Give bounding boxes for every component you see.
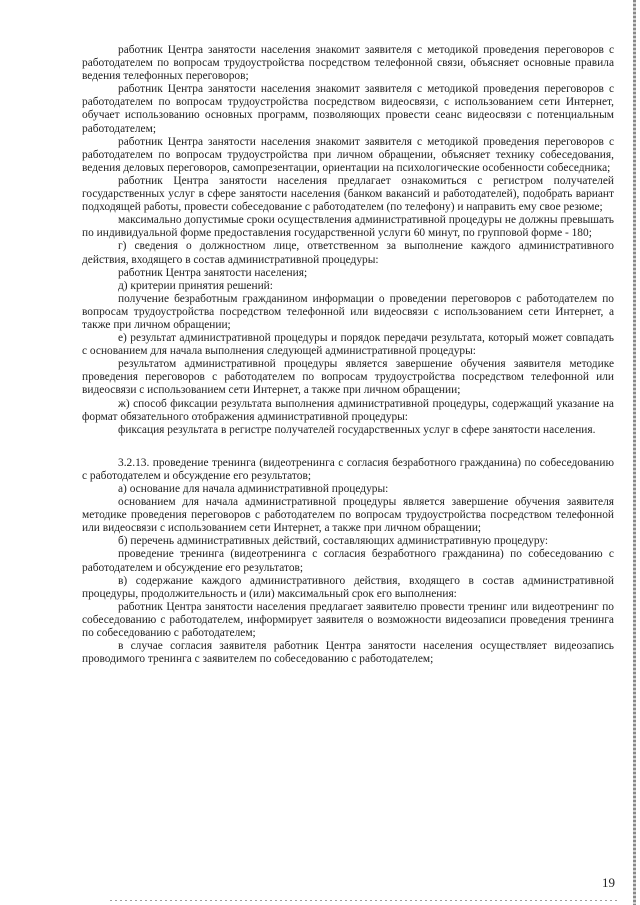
page-number: 19 [602, 875, 615, 890]
paragraph: ж) способ фиксации результата выполнения административной процедуры, содержащий указание на формат обязательного отображения административной процедуры: [82, 397, 614, 423]
paragraph: работник Центра занятости населения предлагает ознакомиться с регистром получателей государственных услуг в сфере занятости населения (банком вакансий и работодателей), подобрать вариант подходящей работы, провести собеседование с работодателем (по телефону) и направить ему свое резюме; [82, 174, 614, 214]
paragraph: результатом административной процедуры является завершение обучения заявителя методике проведения переговоров с работодателем по вопросам трудоустройства посредством телефонной или видеосвязи с использованием сети Интернет, а также при личном обращении; [82, 358, 614, 397]
scan-edge-bottom [110, 900, 620, 901]
paragraph: работник Центра занятости населения знакомит заявителя с методикой проведения переговоров с работодателем по вопросам трудоустройства посредством видеосвязи, с использованием сети Интернет, обучает использованию основных программ, позволяющих провести сеанс видеосвязи с потенциальным работодателем; [82, 83, 614, 135]
paragraph: е) результат административной процедуры и порядок передачи результата, который может совпадать с основанием для начала выполнения следующей административной процедуры: [82, 332, 614, 358]
paragraph: работник Центра занятости населения; [118, 266, 308, 279]
scan-edge-right [633, 0, 636, 905]
paragraph: основанием для начала административной процедуры является завершение обучения заявителя методике проведения переговоров с работодателем по вопросам трудоустройства посредством телефонной или видеосвязи с использованием сети Интернет, а также при личном обращении; [82, 496, 614, 535]
paragraph: фиксация результата в регистре получателей государственных услуг в сфере занятости населения. [118, 423, 596, 436]
paragraph: работник Центра занятости населения знакомит заявителя с методикой проведения переговоров с работодателем по вопросам трудоустройства при личном обращении, объясняет технику собеседования, ведения деловых переговоров, самопрезентации, ориентации на психологические особенности собеседника; [82, 135, 614, 174]
paragraph: проведение тренинга (видеотренинга с согласия безработного гражданина) по собеседованию с работодателем и обсуждение его результатов; [82, 548, 614, 574]
section-heading: 3.2.13. проведение тренинга (видеотренинга с согласия безработного гражданина) по собеседованию с работодателем и обсуждение его результатов; [82, 456, 614, 482]
paragraph: в) содержание каждого административного действия, входящего в состав административной процедуры, продолжительность и (или) максимальный срок его выполнения: [82, 574, 614, 600]
paragraph: получение безработным гражданином информации о проведении переговоров с работодателем по вопросам трудоустройства посредством телефонной или видеосвязи с использованием сети Интернет, а также при личном обращении; [82, 292, 614, 331]
paragraph: а) основание для начала административной процедуры: [118, 483, 389, 495]
paragraph: д) критерии принятия решений: [118, 279, 273, 292]
document-body [82, 44, 614, 666]
paragraph: максимально допустимые сроки осуществления административной процедуры не должны превышать по индивидуальной форме предоставления государственной услуги 60 минут, по групповой форме - 180; [82, 214, 614, 240]
paragraph: б) перечень административных действий, составляющих административную процедуру: [118, 535, 549, 548]
paragraph: работник Центра занятости населения знакомит заявителя с методикой проведения переговоров с работодателем по вопросам трудоустройства посредством телефонной связи, объясняет основные правила ведения телефонных переговоров; [82, 44, 614, 83]
paragraph: г) сведения о должностном лице, ответственном за выполнение каждого административного действия, входящего в состав административной процедуры: [82, 240, 614, 266]
paragraph: в случае согласия заявителя работник Центра занятости населения осуществляет видеозапись проводимого тренинга с заявителем по собеседованию с работодателем; [82, 640, 614, 666]
section-gap [82, 437, 614, 457]
paragraph: работник Центра занятости населения предлагает заявителю провести тренинг или видеотренинг по собеседованию с работодателем, информирует заявителя о возможности видеозаписи проведения тренинга по собеседованию с работодателем; [82, 600, 614, 640]
